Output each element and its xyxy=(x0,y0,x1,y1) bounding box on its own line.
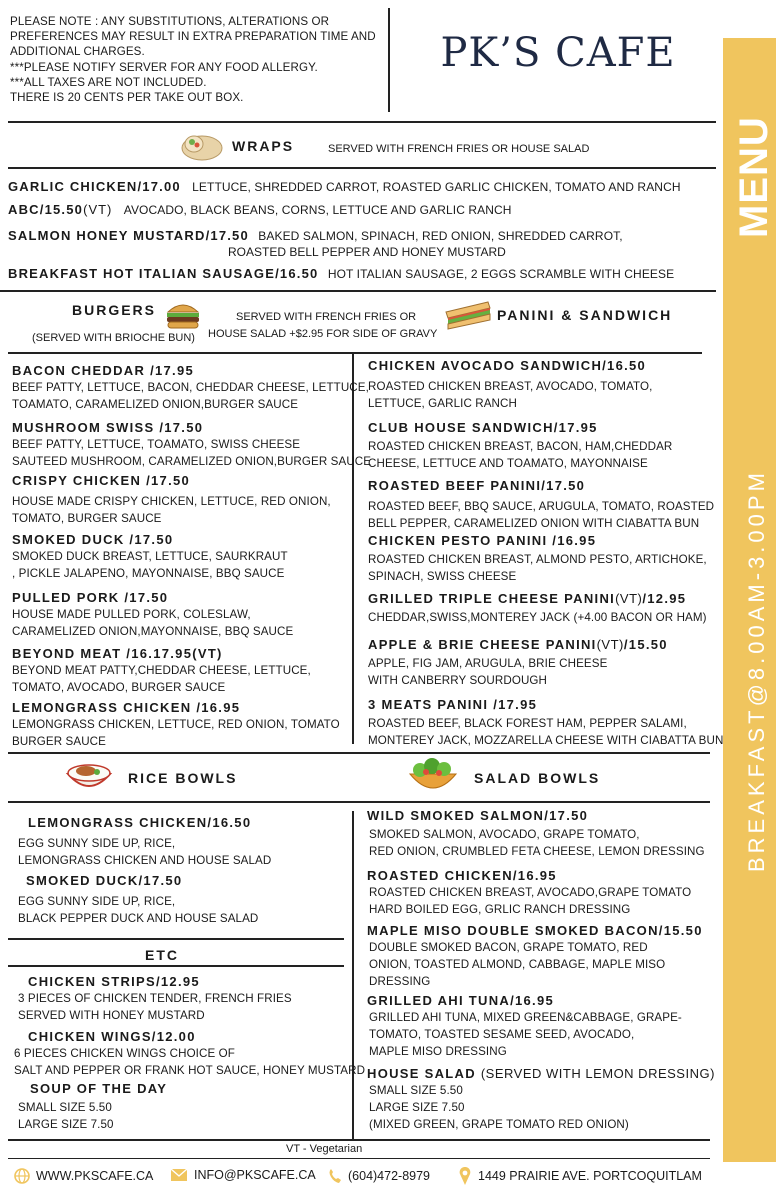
item-desc: TOAMATO, CARAMELIZED ONION,BURGER SAUCE xyxy=(12,398,299,411)
item-name: CLUB HOUSE SANDWICH/17.95 xyxy=(368,420,598,435)
item-desc: CARAMELIZED ONION,MAYONNAISE, BBQ SAUCE xyxy=(12,625,294,638)
item-desc: 6 PIECES CHICKEN WINGS CHOICE OF xyxy=(14,1047,235,1060)
item-name: CHICKEN AVOCADO SANDWICH/16.50 xyxy=(368,358,647,373)
notice-line: ADDITIONAL CHARGES. xyxy=(10,45,145,59)
item-desc: CHEDDAR,SWISS,MONTEREY JACK (+4.00 BACON OR HAM) xyxy=(368,611,707,624)
item-name: CHICKEN WINGS/12.00 xyxy=(28,1029,196,1044)
item-desc: LETTUCE, SHREDDED CARROT, ROASTED GARLIC CHICKEN, TOMATO AND RANCH xyxy=(192,180,681,194)
item-desc: LETTUCE, GARLIC RANCH xyxy=(368,397,517,410)
footer-email[interactable] xyxy=(170,1168,316,1182)
item-desc: BELL PEPPER, CARAMELIZED ONION WITH CIABATTA BUN xyxy=(368,517,700,530)
footer-phone[interactable] xyxy=(328,1168,430,1184)
item-name: ABC/15.50 xyxy=(8,202,84,217)
item-desc: DOUBLE SMOKED BACON, GRAPE TOMATO, RED xyxy=(369,941,648,954)
item-name: SMOKED DUCK /17.50 xyxy=(12,532,174,547)
item-price: /15.50 xyxy=(623,637,668,652)
wrap-item xyxy=(8,202,512,217)
divider xyxy=(8,1158,710,1159)
cafe-title: PK’S CAFE xyxy=(440,30,676,76)
item-desc: TOMATO, BURGER SAUCE xyxy=(12,512,162,525)
item-desc: SMALL SIZE 5.50 xyxy=(369,1084,463,1097)
burger-item xyxy=(12,646,311,696)
rice-title: RICE BOWLS xyxy=(128,770,238,786)
item-desc: LEMONGRASS CHICKEN AND HOUSE SALAD xyxy=(18,854,272,867)
burgers-note: SERVED WITH FRENCH FRIES OR xyxy=(236,311,417,323)
vt-tag: (VT) xyxy=(615,591,643,606)
item-name: HOUSE SALAD xyxy=(367,1066,476,1081)
salad-item xyxy=(367,808,705,860)
item-name: 3 MEATS PANINI /17.95 xyxy=(368,697,538,712)
item-name: GRILLED TRIPLE CHEESE PANINI xyxy=(368,591,616,606)
wrap-item xyxy=(8,179,681,194)
divider xyxy=(8,352,702,354)
menu-label: MENU xyxy=(732,116,776,238)
item-desc: APPLE, FIG JAM, ARUGULA, BRIE CHEESE xyxy=(368,657,608,670)
item-desc: SMOKED DUCK BREAST, LETTUCE, SAURKRAUT xyxy=(12,550,288,563)
wrap-item xyxy=(8,228,623,243)
item-desc: BEEF PATTY, LETTUCE, TOAMATO, SWISS CHEESE xyxy=(12,438,301,451)
etc-item xyxy=(14,1029,365,1079)
globe-icon xyxy=(14,1168,30,1184)
item-desc: ROASTED CHICKEN BREAST, AVOCADO,GRAPE TOMATO xyxy=(369,886,692,899)
item-desc-cont: ROASTED BELL PEPPER AND HONEY MUSTARD xyxy=(228,245,506,259)
item-name: BREAKFAST HOT ITALIAN SAUSAGE/16.50 xyxy=(8,266,319,281)
divider xyxy=(8,752,710,754)
panini-item xyxy=(368,637,668,689)
sandwich-icon xyxy=(444,298,492,332)
burgers-title: BURGERS xyxy=(72,302,157,318)
item-name: MUSHROOM SWISS /17.50 xyxy=(12,420,204,435)
rice-item xyxy=(18,873,258,927)
item-name: WILD SMOKED SALMON/17.50 xyxy=(367,808,589,823)
item-name: BEYOND MEAT /16.17.95(VT) xyxy=(12,646,223,661)
panini-item xyxy=(368,697,723,749)
item-name: GARLIC CHICKEN/17.00 xyxy=(8,179,181,194)
phone-text[interactable]: (604)472-8979 xyxy=(348,1169,431,1183)
salad-bowl-icon xyxy=(406,756,460,798)
item-desc: MAPLE MISO DRESSING xyxy=(369,1045,507,1058)
divider xyxy=(8,938,344,940)
item-desc: , PICKLE JALAPENO, MAYONNAISE, BBQ SAUCE xyxy=(12,567,285,580)
item-name: SALMON HONEY MUSTARD/17.50 xyxy=(8,228,249,243)
panini-item xyxy=(368,591,707,626)
salad-item xyxy=(367,1066,715,1133)
item-desc: ROASTED BEEF, BBQ SAUCE, ARUGULA, TOMATO, ROASTED xyxy=(368,500,715,513)
location-pin-icon xyxy=(458,1166,472,1186)
salad-item xyxy=(367,868,691,918)
salad-title: SALAD BOWLS xyxy=(474,770,601,786)
item-desc: LARGE SIZE 7.50 xyxy=(18,1118,114,1131)
item-name: LEMONGRASS CHICKEN/16.50 xyxy=(28,815,252,830)
item-name: PULLED PORK /17.50 xyxy=(12,590,169,605)
wraps-title: WRAPS xyxy=(232,138,295,154)
item-desc: BEYOND MEAT PATTY,CHEDDAR CHEESE, LETTUCE, xyxy=(12,664,311,677)
item-price: /12.95 xyxy=(642,591,687,606)
burger-item xyxy=(12,532,288,582)
footer-website[interactable] xyxy=(14,1168,153,1184)
salad-item xyxy=(367,923,703,990)
item-desc: DRESSING xyxy=(369,975,431,988)
burger-item xyxy=(12,363,369,413)
item-name: CRISPY CHICKEN /17.50 xyxy=(12,473,191,488)
item-desc: ROASTED CHICKEN BREAST, ALMOND PESTO, ARTICHOKE, xyxy=(368,553,707,566)
vt-tag: (VT) xyxy=(596,637,624,652)
notice-line: ***PLEASE NOTIFY SERVER FOR ANY FOOD ALLERGY. xyxy=(10,60,318,74)
item-name: SMOKED DUCK/17.50 xyxy=(26,873,183,888)
item-desc: BAKED SALMON, SPINACH, RED ONION, SHREDDED CARROT, xyxy=(258,229,623,243)
notice-block xyxy=(10,14,382,105)
address-text: 1449 PRAIRIE AVE. PORTCOQUITLAM xyxy=(478,1169,702,1183)
panini-item xyxy=(368,478,714,532)
item-desc: TOMATO, TOASTED SESAME SEED, AVOCADO, xyxy=(369,1028,635,1041)
legend-note: VT - Vegetarian xyxy=(286,1143,363,1155)
item-desc: EGG SUNNY SIDE UP, RICE, xyxy=(18,837,176,850)
item-desc: EGG SUNNY SIDE UP, RICE, xyxy=(18,895,176,908)
burgers-note: HOUSE SALAD +$2.95 FOR SIDE OF GRAVY xyxy=(208,328,438,340)
item-desc: 3 PIECES OF CHICKEN TENDER, FRENCH FRIES xyxy=(18,992,292,1005)
item-desc: LEMONGRASS CHICKEN, LETTUCE, RED ONION, TOMATO xyxy=(12,718,340,731)
item-desc: SPINACH, SWISS CHEESE xyxy=(368,570,517,583)
item-name: CHICKEN STRIPS/12.95 xyxy=(28,974,200,989)
notice-line: PREFERENCES MAY RESULT IN EXTRA PREPARATION TIME AND xyxy=(10,30,376,44)
item-desc: HARD BOILED EGG, GRLIC RANCH DRESSING xyxy=(369,903,631,916)
item-desc: TOMATO, AVOCADO, BURGER SAUCE xyxy=(12,681,226,694)
item-name: LEMONGRASS CHICKEN /16.95 xyxy=(12,700,241,715)
website-text[interactable]: WWW.PKSCAFE.CA xyxy=(36,1169,154,1183)
item-tag: (SERVED WITH LEMON DRESSING) xyxy=(480,1066,715,1081)
item-name: BACON CHEDDAR /17.95 xyxy=(12,363,195,378)
footer-address xyxy=(458,1166,702,1186)
rice-item xyxy=(18,815,271,869)
item-name: ROASTED CHICKEN/16.95 xyxy=(367,868,557,883)
burgers-bun-note: (SERVED WITH BRIOCHE BUN) xyxy=(32,332,195,344)
item-desc: SMOKED SALMON, AVOCADO, GRAPE TOMATO, xyxy=(369,828,640,841)
mail-icon xyxy=(170,1168,188,1182)
item-name: SOUP OF THE DAY xyxy=(30,1081,168,1096)
item-desc: (MIXED GREEN, GRAPE TOMATO RED ONION) xyxy=(369,1118,629,1131)
etc-item xyxy=(18,1081,167,1133)
item-desc: CHEESE, LETTUCE AND TOAMATO, MAYONNAISE xyxy=(368,457,648,470)
salad-item xyxy=(367,993,682,1060)
hours-label: BREAKFAST@8.00AM-3.00PM xyxy=(744,469,769,872)
item-name: GRILLED AHI TUNA/16.95 xyxy=(367,993,555,1008)
panini-title: PANINI & SANDWICH xyxy=(497,307,673,323)
item-desc: WITH CANBERRY SOURDOUGH xyxy=(368,674,548,687)
item-desc: ONION, TOASTED ALMOND, CABBAGE, MAPLE MISO xyxy=(369,958,666,971)
divider xyxy=(8,965,344,967)
header-divider xyxy=(388,8,390,112)
item-desc: HOT ITALIAN SAUSAGE, 2 EGGS SCRAMBLE WITH CHEESE xyxy=(327,267,675,281)
item-desc: RED ONION, CRUMBLED FETA CHEESE, LEMON DRESSING xyxy=(369,845,705,858)
item-name: MAPLE MISO DOUBLE SMOKED BACON/15.50 xyxy=(367,923,703,938)
rice-bowl-icon xyxy=(64,758,114,798)
item-desc: AVOCADO, BLACK BEANS, CORNS, LETTUCE AND GARLIC RANCH xyxy=(123,203,512,217)
vt-tag: (VT) xyxy=(83,202,113,217)
divider xyxy=(8,167,716,169)
phone-icon xyxy=(328,1168,342,1184)
item-desc: SERVED WITH HONEY MUSTARD xyxy=(18,1009,205,1022)
notice-line: THERE IS 20 CENTS PER TAKE OUT BOX. xyxy=(10,91,244,105)
item-desc: BEEF PATTY, LETTUCE, BACON, CHEDDAR CHEESE, LETTUCE, xyxy=(12,381,369,394)
column-divider xyxy=(352,811,354,1141)
item-desc: BURGER SAUCE xyxy=(12,735,106,748)
burger-item xyxy=(12,473,331,527)
item-desc: BLACK PEPPER DUCK AND HOUSE SALAD xyxy=(18,912,259,925)
wrap-icon xyxy=(180,130,224,164)
divider xyxy=(8,1139,710,1141)
item-desc: GRILLED AHI TUNA, MIXED GREEN&CABBAGE, GRAPE- xyxy=(369,1011,682,1024)
item-desc: SAUTEED MUSHROOM, CARAMELIZED ONION,BURGER SAUCE xyxy=(12,455,372,468)
notice-line: ***ALL TAXES ARE NOT INCLUDED. xyxy=(10,75,207,89)
etc-title: ETC xyxy=(145,947,179,963)
item-desc: ROASTED CHICKEN BREAST, AVOCADO, TOMATO, xyxy=(368,380,653,393)
panini-item xyxy=(368,358,652,412)
notice-line: PLEASE NOTE : ANY SUBSTITUTIONS, ALTERATIONS OR xyxy=(10,15,330,28)
item-name: ROASTED BEEF PANINI/17.50 xyxy=(368,478,586,493)
item-desc: SMALL SIZE 5.50 xyxy=(18,1101,112,1114)
burger-icon xyxy=(164,298,202,332)
item-desc: ROASTED BEEF, BLACK FOREST HAM, PEPPER SALAMI, xyxy=(368,717,687,730)
panini-item xyxy=(368,533,707,585)
burger-item xyxy=(12,420,371,470)
burger-item xyxy=(12,590,293,640)
wrap-item xyxy=(8,266,674,281)
item-desc: SALT AND PEPPER OR FRANK HOT SAUCE, HONEY MUSTARD xyxy=(14,1064,366,1077)
item-desc: HOUSE MADE PULLED PORK, COLESLAW, xyxy=(12,608,251,621)
divider xyxy=(8,121,716,123)
panini-item xyxy=(368,420,672,472)
item-name: CHICKEN PESTO PANINI /16.95 xyxy=(368,533,597,548)
item-name: APPLE & BRIE CHEESE PANINI xyxy=(368,637,597,652)
wraps-note: SERVED WITH FRENCH FRIES OR HOUSE SALAD xyxy=(328,143,590,155)
burger-item xyxy=(12,700,340,750)
divider xyxy=(8,801,710,803)
item-desc: ROASTED CHICKEN BREAST, BACON, HAM,CHEDDAR xyxy=(368,440,673,453)
item-desc: HOUSE MADE CRISPY CHICKEN, LETTUCE, RED ONION, xyxy=(12,495,331,508)
item-desc: MONTEREY JACK, MOZZARELLA CHEESE WITH CIABATTA BUN xyxy=(368,734,724,747)
email-text[interactable]: INFO@PKSCAFE.CA xyxy=(194,1168,316,1182)
divider xyxy=(0,290,716,292)
item-desc: LARGE SIZE 7.50 xyxy=(369,1101,465,1114)
etc-item xyxy=(18,974,292,1024)
